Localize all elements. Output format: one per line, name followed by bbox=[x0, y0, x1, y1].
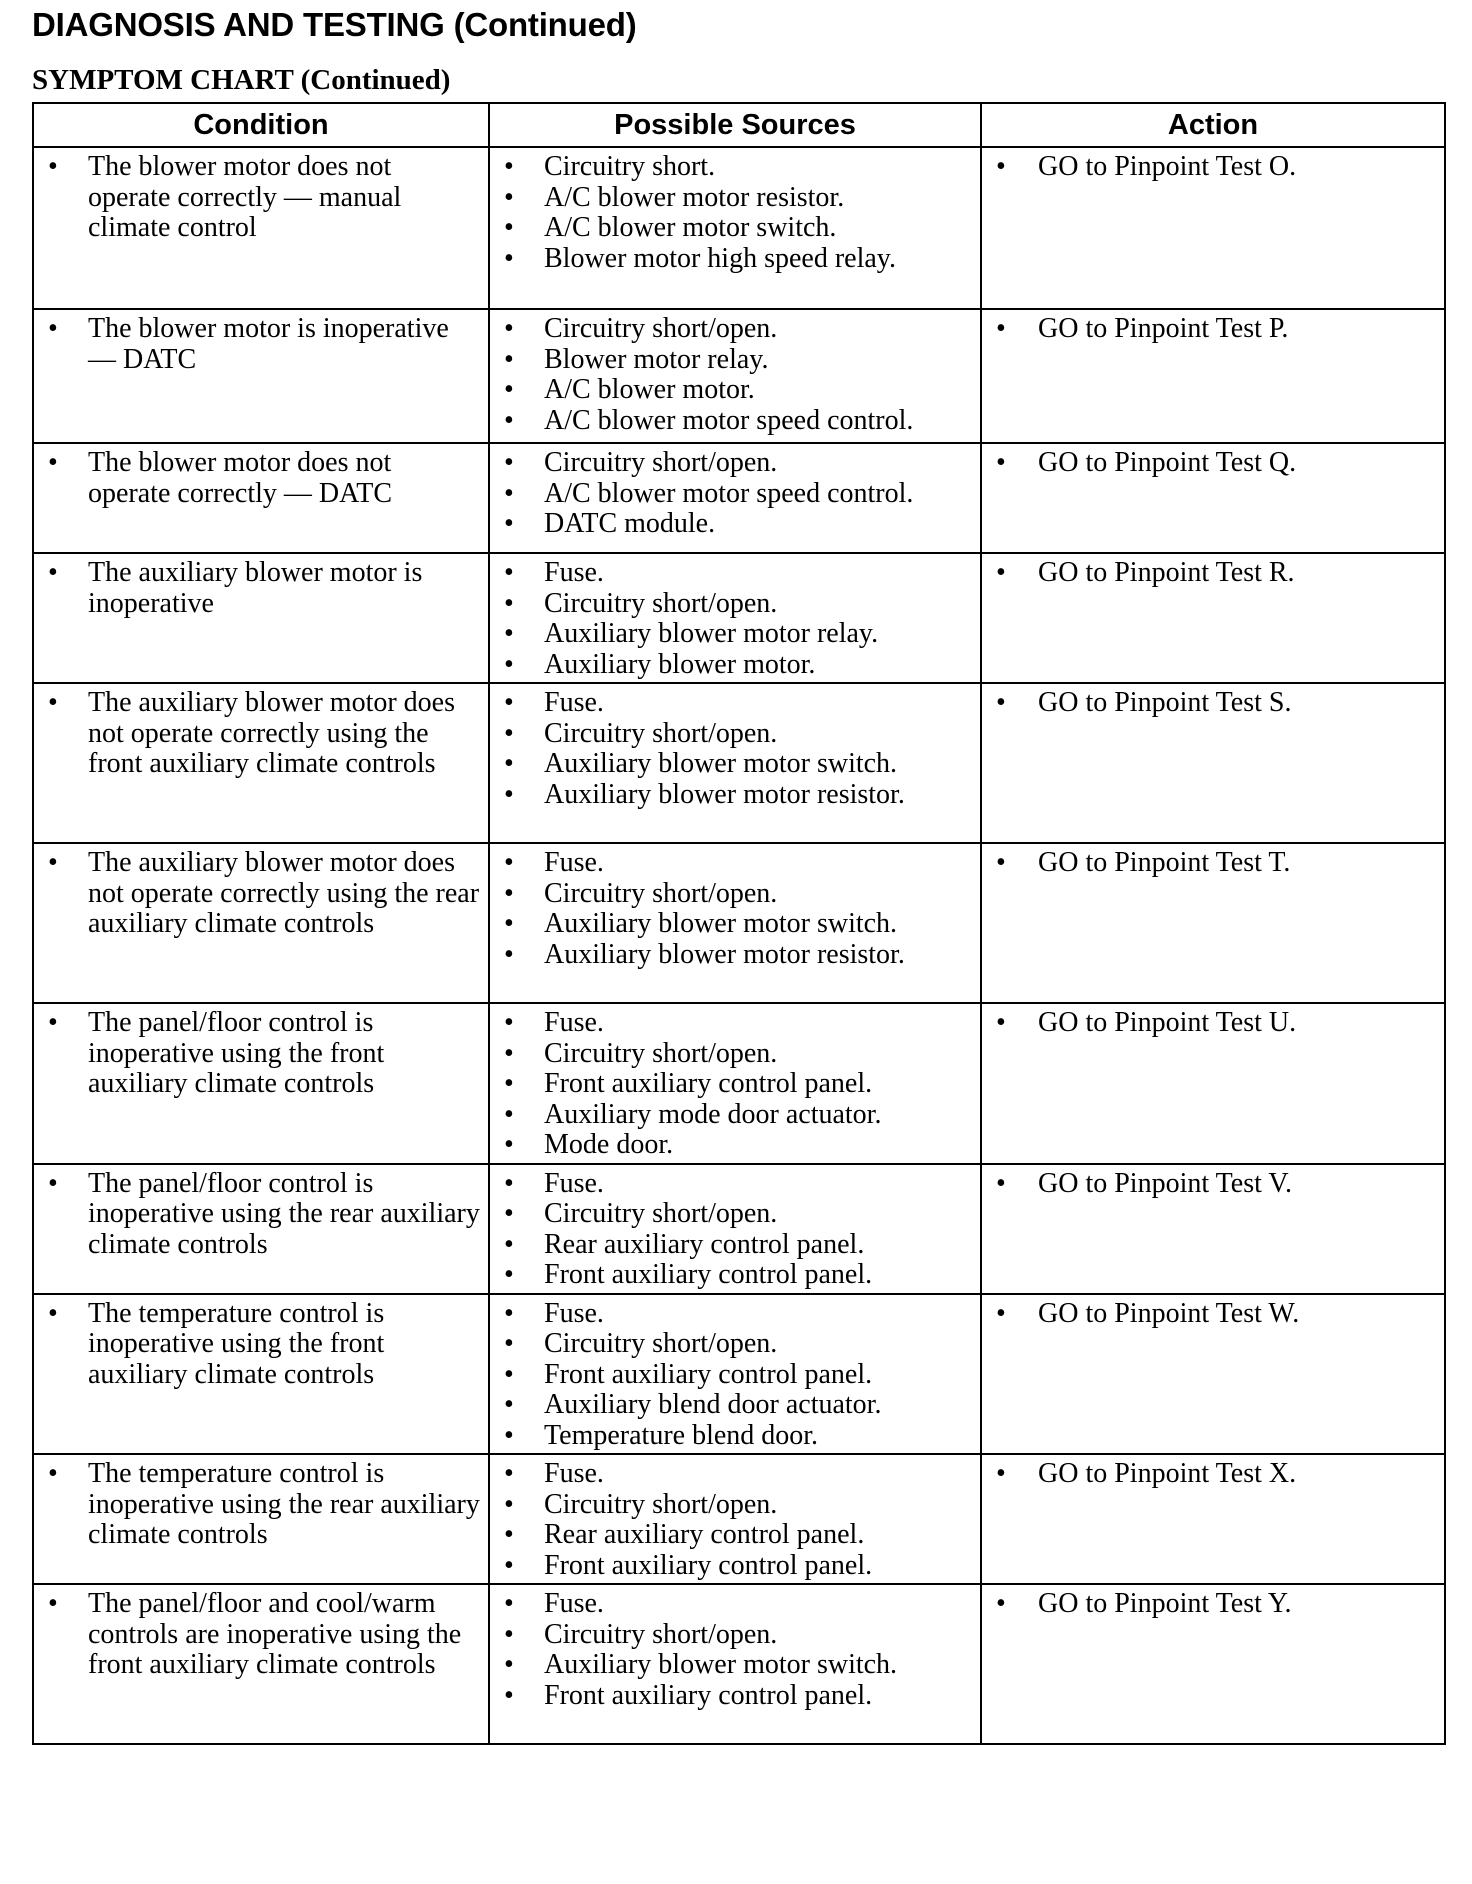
condition-cell bbox=[33, 843, 489, 1003]
condition-text: • The auxiliary blower motor is inoperative bbox=[34, 558, 480, 619]
condition-text: • The temperature control is inoperative using the front auxiliary climate controls bbox=[34, 1299, 480, 1391]
action-cell bbox=[981, 443, 1445, 553]
table-row bbox=[33, 147, 1445, 309]
source-item: • Fuse. bbox=[490, 1008, 972, 1039]
action-cell bbox=[981, 147, 1445, 309]
symptom-chart-table bbox=[32, 102, 1446, 1745]
action-cell bbox=[981, 683, 1445, 843]
condition-cell bbox=[33, 683, 489, 843]
table-row bbox=[33, 1294, 1445, 1455]
table-row bbox=[33, 843, 1445, 1003]
table-row bbox=[33, 1454, 1445, 1584]
source-item: • A/C blower motor resistor. bbox=[490, 183, 972, 214]
column-header-possible-sources: Possible Sources bbox=[489, 103, 981, 147]
action-text: • GO to Pinpoint Test R. bbox=[982, 558, 1436, 589]
condition-cell bbox=[33, 553, 489, 683]
source-item: • Circuitry short/open. bbox=[490, 314, 972, 345]
action-text: • GO to Pinpoint Test W. bbox=[982, 1299, 1436, 1330]
source-item: • A/C blower motor. bbox=[490, 375, 972, 406]
source-item: • Circuitry short/open. bbox=[490, 1620, 972, 1651]
source-item: • Temperature blend door. bbox=[490, 1421, 972, 1452]
action-cell bbox=[981, 1164, 1445, 1294]
source-item: • A/C blower motor speed control. bbox=[490, 479, 972, 510]
action-text: • GO to Pinpoint Test P. bbox=[982, 314, 1436, 345]
condition-cell bbox=[33, 443, 489, 553]
action-text: • GO to Pinpoint Test Y. bbox=[982, 1589, 1436, 1620]
action-cell bbox=[981, 1294, 1445, 1455]
possible-sources-cell bbox=[489, 1164, 981, 1294]
table-row bbox=[33, 1003, 1445, 1164]
source-item: • Auxiliary blower motor. bbox=[490, 650, 972, 681]
source-item: • Circuitry short/open. bbox=[490, 1039, 972, 1070]
page-title: DIAGNOSIS AND TESTING (Continued) bbox=[32, 6, 637, 43]
source-item: • Circuitry short. bbox=[490, 152, 972, 183]
source-item: • Circuitry short/open. bbox=[490, 1490, 972, 1521]
source-item: • Rear auxiliary control panel. bbox=[490, 1520, 972, 1551]
source-item: • Blower motor relay. bbox=[490, 345, 972, 376]
source-item: • DATC module. bbox=[490, 509, 972, 540]
condition-text: • The panel/floor control is inoperative using the front auxiliary climate controls bbox=[34, 1008, 480, 1100]
condition-text: • The blower motor is inoperative — DATC bbox=[34, 314, 480, 375]
possible-sources-cell bbox=[489, 553, 981, 683]
condition-text: • The panel/floor control is inoperative using the rear auxiliary climate controls bbox=[34, 1169, 480, 1261]
action-cell bbox=[981, 1454, 1445, 1584]
source-item: • Circuitry short/open. bbox=[490, 1329, 972, 1360]
condition-cell bbox=[33, 147, 489, 309]
source-item: • Fuse. bbox=[490, 1589, 972, 1620]
condition-text: • The auxiliary blower motor does not operate correctly using the rear auxiliary climate controls bbox=[34, 848, 480, 940]
source-item: • Rear auxiliary control panel. bbox=[490, 1230, 972, 1261]
action-text: • GO to Pinpoint Test U. bbox=[982, 1008, 1436, 1039]
source-item: • Fuse. bbox=[490, 848, 972, 879]
action-text: • GO to Pinpoint Test T. bbox=[982, 848, 1436, 879]
source-item: • Front auxiliary control panel. bbox=[490, 1069, 972, 1100]
condition-text: • The blower motor does not operate correctly — DATC bbox=[34, 448, 480, 509]
source-item: • Auxiliary mode door actuator. bbox=[490, 1100, 972, 1131]
source-item: • Auxiliary blower motor switch. bbox=[490, 1650, 972, 1681]
section-title: SYMPTOM CHART (Continued) bbox=[32, 64, 451, 96]
source-item: • Fuse. bbox=[490, 558, 972, 589]
action-cell bbox=[981, 1003, 1445, 1164]
source-item: • Fuse. bbox=[490, 688, 972, 719]
table-body bbox=[33, 147, 1445, 1744]
source-item: • Auxiliary blower motor switch. bbox=[490, 749, 972, 780]
action-cell bbox=[981, 553, 1445, 683]
column-header-action: Action bbox=[981, 103, 1445, 147]
column-header-condition: Condition bbox=[33, 103, 489, 147]
possible-sources-cell bbox=[489, 147, 981, 309]
source-item: • Circuitry short/open. bbox=[490, 719, 972, 750]
source-item: • Front auxiliary control panel. bbox=[490, 1551, 972, 1582]
source-item: • Fuse. bbox=[490, 1169, 972, 1200]
possible-sources-cell bbox=[489, 1294, 981, 1455]
action-text: • GO to Pinpoint Test O. bbox=[982, 152, 1436, 183]
action-cell bbox=[981, 843, 1445, 1003]
action-text: • GO to Pinpoint Test V. bbox=[982, 1169, 1436, 1200]
source-item: • Circuitry short/open. bbox=[490, 1199, 972, 1230]
action-text: • GO to Pinpoint Test Q. bbox=[982, 448, 1436, 479]
source-item: • Fuse. bbox=[490, 1459, 972, 1490]
action-text: • GO to Pinpoint Test X. bbox=[982, 1459, 1436, 1490]
source-item: • Mode door. bbox=[490, 1130, 972, 1161]
source-item: • Auxiliary blower motor switch. bbox=[490, 909, 972, 940]
source-item: • Circuitry short/open. bbox=[490, 448, 972, 479]
source-item: • A/C blower motor switch. bbox=[490, 213, 972, 244]
condition-cell bbox=[33, 1003, 489, 1164]
source-item: • A/C blower motor speed control. bbox=[490, 406, 972, 437]
condition-cell bbox=[33, 1584, 489, 1744]
action-cell bbox=[981, 1584, 1445, 1744]
condition-text: • The auxiliary blower motor does not operate correctly using the front auxiliary climate controls bbox=[34, 688, 480, 780]
condition-cell bbox=[33, 1164, 489, 1294]
condition-text: • The panel/floor and cool/warm controls are inoperative using the front auxiliary climate controls bbox=[34, 1589, 480, 1681]
source-item: • Auxiliary blower motor relay. bbox=[490, 619, 972, 650]
possible-sources-cell bbox=[489, 843, 981, 1003]
table-row bbox=[33, 309, 1445, 443]
possible-sources-cell bbox=[489, 1584, 981, 1744]
source-item: • Auxiliary blower motor resistor. bbox=[490, 940, 972, 971]
table-row bbox=[33, 1584, 1445, 1744]
source-item: • Fuse. bbox=[490, 1299, 972, 1330]
condition-cell bbox=[33, 1454, 489, 1584]
possible-sources-cell bbox=[489, 309, 981, 443]
source-item: • Auxiliary blower motor resistor. bbox=[490, 780, 972, 811]
table-row bbox=[33, 1164, 1445, 1294]
action-cell bbox=[981, 309, 1445, 443]
condition-cell bbox=[33, 309, 489, 443]
possible-sources-cell bbox=[489, 1454, 981, 1584]
table-row bbox=[33, 553, 1445, 683]
source-item: • Circuitry short/open. bbox=[490, 589, 972, 620]
source-item: • Blower motor high speed relay. bbox=[490, 244, 972, 275]
possible-sources-cell bbox=[489, 683, 981, 843]
source-item: • Front auxiliary control panel. bbox=[490, 1360, 972, 1391]
condition-cell bbox=[33, 1294, 489, 1455]
possible-sources-cell bbox=[489, 1003, 981, 1164]
condition-text: • The blower motor does not operate correctly — manual climate control bbox=[34, 152, 480, 244]
source-item: • Front auxiliary control panel. bbox=[490, 1260, 972, 1291]
table-header-row bbox=[33, 103, 1445, 147]
source-item: • Front auxiliary control panel. bbox=[490, 1681, 972, 1712]
table-row bbox=[33, 683, 1445, 843]
condition-text: • The temperature control is inoperative using the rear auxiliary climate controls bbox=[34, 1459, 480, 1551]
possible-sources-cell bbox=[489, 443, 981, 553]
source-item: • Auxiliary blend door actuator. bbox=[490, 1390, 972, 1421]
source-item: • Circuitry short/open. bbox=[490, 879, 972, 910]
table-row bbox=[33, 443, 1445, 553]
action-text: • GO to Pinpoint Test S. bbox=[982, 688, 1436, 719]
